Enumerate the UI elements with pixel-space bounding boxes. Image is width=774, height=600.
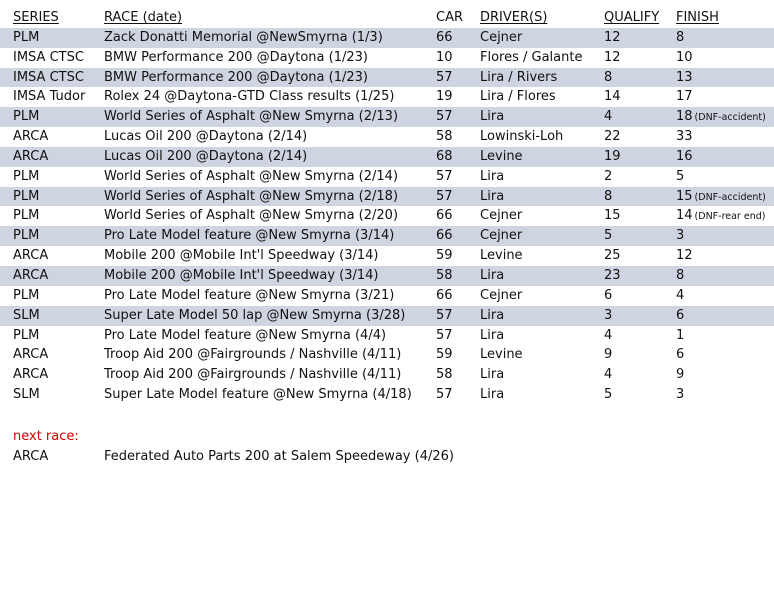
cell-race [104,167,398,187]
cell-race-text: World Series of Asphalt @New Smyrna (2/20) [104,208,399,224]
cell-series-text: IMSA CTSC [13,49,84,65]
cell-race [104,326,386,346]
cell-car [436,226,453,246]
cell-finish [676,385,684,405]
cell-car-text: 59 [436,347,453,363]
cell-finish-text: 1 [676,327,685,343]
cell-series [13,187,39,207]
cell-finish [676,127,693,147]
cell-race-text: BMW Performance 200 @Daytona (1/23) [104,49,368,65]
cell-qualify [604,206,621,226]
cell-race [104,206,398,226]
cell-car-text: 19 [436,89,453,105]
cell-race-text: Lucas Oil 200 @Daytona (2/14) [104,148,308,164]
cell-finish [676,246,693,266]
cell-qualify [604,266,621,286]
cell-finish [676,345,684,365]
cell-drivers [480,87,556,107]
cell-drivers [480,246,523,266]
cell-qualify-text: 14 [604,89,621,105]
cell-qualify [604,226,612,246]
header-drivers: DRIVER(S) [480,10,548,25]
cell-car-text: 66 [436,29,453,45]
cell-finish [676,68,693,88]
cell-drivers [480,226,522,246]
cell-race-text: Troop Aid 200 @Fairgrounds / Nashville (4/11) [104,367,402,383]
cell-car [436,68,453,88]
cell-finish [676,28,684,48]
cell-finish-text: 15 [676,188,693,204]
table-row [0,306,774,326]
cell-finish [676,167,684,187]
cell-car [436,326,453,346]
cell-qualify-text: 9 [604,347,613,363]
cell-series-text: SLM [13,307,40,323]
cell-qualify-text: 3 [604,307,613,323]
cell-finish-text: 12 [676,248,693,264]
finish-note: (DNF-rear end) [694,211,766,223]
cell-finish-text: 33 [676,129,693,145]
header-car: CAR [436,10,464,25]
cell-car [436,167,453,187]
cell-race [104,187,398,207]
cell-finish-text: 10 [676,49,693,65]
cell-drivers-text: Lowinski-Loh [480,129,564,145]
cell-finish-text: 8 [676,267,685,283]
table-row [0,385,774,405]
cell-finish-text: 13 [676,69,693,85]
cell-series [13,286,39,306]
cell-drivers-text: Lira / Rivers [480,69,558,85]
cell-qualify [604,147,621,167]
cell-drivers [480,365,504,385]
cell-drivers-text: Lira [480,367,505,383]
cell-car-text: 58 [436,267,453,283]
cell-car-text: 57 [436,307,453,323]
cell-car-text: 10 [436,49,453,65]
cell-finish-text: 3 [676,228,685,244]
cell-drivers [480,147,523,167]
cell-race [104,147,307,167]
cell-drivers [480,127,563,147]
table-row [0,167,774,187]
cell-finish [676,87,693,107]
cell-qualify-text: 4 [604,109,613,125]
cell-drivers [480,306,504,326]
cell-finish [676,206,765,227]
next-race-name: Federated Auto Parts 200 at Salem Speedeway (4/26) [104,449,454,464]
cell-race-text: Zack Donatti Memorial @NewSmyrna (1/3) [104,29,383,45]
cell-car [436,28,453,48]
table-row [0,48,774,68]
cell-drivers-text: Lira [480,387,505,403]
cell-car [436,306,453,326]
cell-qualify-text: 2 [604,168,613,184]
cell-car-text: 66 [436,287,453,303]
cell-drivers-text: Levine [480,248,523,264]
cell-race [104,345,401,365]
table-row [0,187,774,207]
cell-car-text: 57 [436,327,453,343]
cell-car [436,286,453,306]
cell-finish-text: 16 [676,148,693,164]
cell-qualify-text: 5 [604,228,613,244]
cell-finish-text: 6 [676,347,685,363]
cell-car-text: 68 [436,148,453,164]
cell-series-text: SLM [13,387,40,403]
cell-drivers [480,28,522,48]
cell-race [104,365,401,385]
cell-race [104,68,368,88]
cell-series-text: ARCA [13,148,49,164]
table-row [0,28,774,48]
cell-drivers-text: Lira [480,168,505,184]
cell-drivers-text: Cejner [480,208,523,224]
table-body [0,28,774,405]
cell-race-text: World Series of Asphalt @New Smyrna (2/18) [104,188,399,204]
cell-series-text: ARCA [13,267,49,283]
cell-drivers [480,107,504,127]
cell-series [13,365,48,385]
cell-series-text: ARCA [13,129,49,145]
cell-qualify-text: 6 [604,287,613,303]
cell-finish [676,286,684,306]
cell-qualify-text: 15 [604,208,621,224]
cell-drivers-text: Cejner [480,287,523,303]
cell-series-text: PLM [13,29,40,45]
cell-series [13,147,48,167]
finish-note: (DNF-accident) [694,112,766,124]
cell-series [13,306,40,326]
table-row [0,365,774,385]
cell-race-text: Pro Late Model feature @New Smyrna (3/14) [104,228,395,244]
table-row [0,226,774,246]
cell-car-text: 66 [436,208,453,224]
cell-race [104,87,394,107]
header-qualify: QUALIFY [604,10,660,25]
table-row [0,87,774,107]
cell-race-text: Super Late Model feature @New Smyrna (4/18) [104,387,412,403]
cell-race [104,306,405,326]
cell-drivers-text: Cejner [480,228,523,244]
cell-series [13,326,39,346]
cell-drivers-text: Lira / Flores [480,89,556,105]
cell-series-text: PLM [13,208,40,224]
table-row [0,266,774,286]
cell-drivers [480,286,522,306]
header-race: RACE (date) [104,10,183,25]
cell-car [436,147,453,167]
cell-car-text: 59 [436,248,453,264]
finish-note: (DNF-accident) [694,191,766,203]
cell-race-text: Super Late Model 50 lap @New Smyrna (3/28) [104,307,406,323]
cell-drivers [480,385,504,405]
cell-car [436,266,453,286]
cell-finish-text: 14 [676,208,693,224]
cell-race [104,246,379,266]
cell-qualify-text: 19 [604,148,621,164]
cell-series [13,246,48,266]
cell-finish-text: 17 [676,89,693,105]
cell-race-text: Pro Late Model feature @New Smyrna (4/4) [104,327,387,343]
header-series: SERIES [13,10,59,25]
cell-race [104,107,398,127]
cell-series [13,385,40,405]
cell-finish [676,326,684,346]
cell-finish [676,226,684,246]
cell-qualify-text: 25 [604,248,621,264]
cell-qualify [604,286,612,306]
cell-finish-text: 18 [676,109,693,125]
cell-series [13,87,85,107]
cell-drivers [480,68,557,88]
results-table [0,8,774,405]
cell-qualify [604,365,612,385]
cell-race-text: BMW Performance 200 @Daytona (1/23) [104,69,368,85]
cell-finish-text: 4 [676,287,685,303]
cell-drivers-text: Lira [480,109,505,125]
cell-car [436,246,453,266]
cell-series [13,127,48,147]
cell-car [436,48,453,68]
cell-finish [676,187,766,208]
cell-car-text: 58 [436,129,453,145]
cell-drivers [480,345,523,365]
table-row [0,147,774,167]
cell-qualify [604,127,621,147]
cell-drivers-text: Levine [480,148,523,164]
cell-qualify-text: 8 [604,188,613,204]
cell-qualify-text: 4 [604,327,613,343]
table-row [0,326,774,346]
cell-qualify [604,345,612,365]
cell-series-text: ARCA [13,367,49,383]
next-race-series: ARCA [13,449,49,464]
table-row [0,345,774,365]
cell-car-text: 57 [436,168,453,184]
cell-car-text: 58 [436,367,453,383]
cell-qualify [604,107,612,127]
cell-car-text: 57 [436,188,453,204]
cell-car [436,127,453,147]
cell-series-text: PLM [13,109,40,125]
cell-qualify-text: 4 [604,367,613,383]
cell-car [436,187,453,207]
cell-series-text: PLM [13,327,40,343]
cell-qualify-text: 5 [604,387,613,403]
cell-race-text: World Series of Asphalt @New Smyrna (2/14) [104,168,399,184]
cell-qualify-text: 12 [604,49,621,65]
cell-qualify-text: 12 [604,29,621,45]
table-row [0,107,774,127]
cell-series [13,48,84,68]
cell-series [13,28,39,48]
cell-series [13,107,39,127]
cell-drivers-text: Lira [480,188,505,204]
cell-finish [676,306,684,326]
cell-finish [676,107,766,128]
table-row [0,68,774,88]
cell-series-text: IMSA CTSC [13,69,84,85]
cell-series-text: PLM [13,228,40,244]
table-header [0,8,774,28]
cell-series [13,345,48,365]
cell-series-text: ARCA [13,347,49,363]
header-finish: FINISH [676,10,719,25]
cell-drivers [480,326,504,346]
cell-drivers [480,48,582,68]
cell-qualify-text: 23 [604,267,621,283]
cell-series [13,226,39,246]
cell-qualify [604,246,621,266]
cell-race-text: Troop Aid 200 @Fairgrounds / Nashville (4/11) [104,347,402,363]
cell-finish-text: 8 [676,29,685,45]
cell-car [436,385,453,405]
cell-race-text: World Series of Asphalt @New Smyrna (2/13) [104,109,399,125]
table-row [0,286,774,306]
cell-qualify [604,48,621,68]
cell-series-text: PLM [13,287,40,303]
cell-finish [676,365,684,385]
cell-qualify-text: 22 [604,129,621,145]
cell-series-text: ARCA [13,248,49,264]
cell-finish-text: 9 [676,367,685,383]
next-race-row [0,447,774,466]
cell-drivers-text: Lira [480,307,505,323]
cell-race [104,385,412,405]
cell-drivers-text: Lira [480,267,505,283]
cell-finish-text: 6 [676,307,685,323]
cell-finish [676,266,684,286]
cell-drivers [480,266,504,286]
cell-finish [676,48,693,68]
cell-race [104,226,394,246]
cell-finish-text: 5 [676,168,685,184]
cell-series [13,206,39,226]
cell-drivers [480,167,504,187]
cell-qualify [604,87,621,107]
cell-qualify [604,385,612,405]
cell-car [436,107,453,127]
cell-car [436,206,453,226]
cell-race [104,266,379,286]
cell-series-text: IMSA Tudor [13,89,86,105]
cell-drivers [480,206,522,226]
cell-qualify [604,306,612,326]
cell-car [436,87,453,107]
cell-drivers-text: Flores / Galante [480,49,583,65]
cell-race-text: Lucas Oil 200 @Daytona (2/14) [104,129,308,145]
cell-qualify [604,187,612,207]
next-race-label: next race: [13,429,79,444]
cell-car-text: 57 [436,69,453,85]
cell-qualify [604,167,612,187]
cell-race-text: Pro Late Model feature @New Smyrna (3/21) [104,287,395,303]
cell-race-text: Mobile 200 @Mobile Int'l Speedway (3/14) [104,248,379,264]
cell-race [104,28,383,48]
cell-drivers [480,187,504,207]
cell-car-text: 66 [436,228,453,244]
cell-car [436,345,453,365]
table-row [0,206,774,226]
cell-series [13,68,84,88]
cell-drivers-text: Lira [480,327,505,343]
cell-series-text: PLM [13,188,40,204]
cell-qualify [604,28,621,48]
table-row [0,246,774,266]
cell-series-text: PLM [13,168,40,184]
cell-qualify [604,326,612,346]
cell-finish [676,147,693,167]
table-row [0,127,774,147]
cell-race-text: Mobile 200 @Mobile Int'l Speedway (3/14) [104,267,379,283]
cell-qualify [604,68,612,88]
cell-race-text: Rolex 24 @Daytona-GTD Class results (1/25) [104,89,395,105]
cell-race [104,48,368,68]
cell-race [104,286,394,306]
cell-car-text: 57 [436,387,453,403]
cell-car [436,365,453,385]
cell-series [13,167,39,187]
cell-drivers-text: Levine [480,347,523,363]
cell-qualify-text: 8 [604,69,613,85]
cell-race [104,127,307,147]
cell-series [13,266,48,286]
cell-drivers-text: Cejner [480,29,523,45]
cell-finish-text: 3 [676,387,685,403]
cell-car-text: 57 [436,109,453,125]
